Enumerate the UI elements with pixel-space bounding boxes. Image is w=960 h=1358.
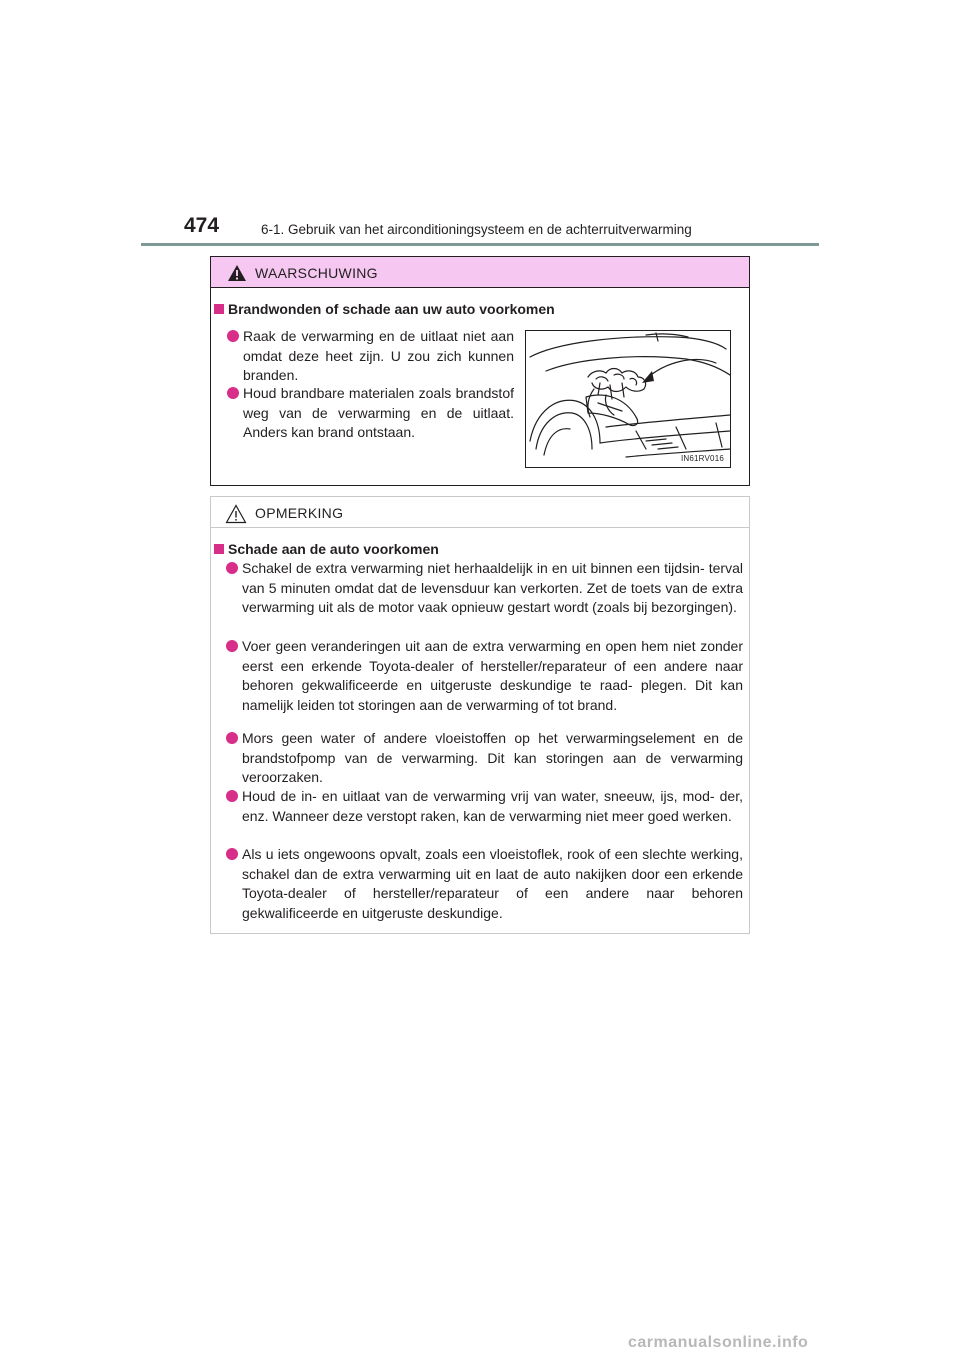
caution-triangle-icon [225,504,247,524]
notice-title: OPMERKING [255,505,344,521]
warning-header [211,257,749,288]
square-bullet-icon [214,544,224,554]
bullet-dot-icon [226,640,238,652]
notice-header [211,497,749,528]
warning-title: WAARSCHUWING [255,265,378,281]
notice-bullet: Als u iets ongewoons opvalt, zoals een vloeistoflek, rook of een slechte werking, schakel dan de extra verwarming uit en laat de auto nakijken door een erkende Toyota-dealer of hersteller/reparateur of een andere naar behoren gekwalificeerde en uitgeruste deskundige. [242,845,743,923]
square-bullet-icon [214,304,224,314]
illustration-code: IN61RV016 [680,454,724,463]
warning-triangle-icon [227,264,247,282]
page-header [184,214,724,244]
notice-bullet: Schakel de extra verwarming niet herhaaldelijk in en uit binnen een tijdsin- terval van 5 minuten omdat dat de levensduur kan verkorten. Zet de toets van de extra verwarming uit als de motor vaak opnieuw gestart wordt (zoals bij bezorgingen). [242,559,743,618]
bullet-dot-icon [226,848,238,860]
watermark: carmanualsonline.info [628,1334,809,1351]
car-front-drawing [526,331,730,467]
notice-bullet: Houd de in- en uitlaat van de verwarming vrij van water, sneeuw, ijs, mod- der, enz. Wanneer deze verstopt raken, kan de verwarming niet meer goed werken. [242,787,743,826]
header-rule [141,243,819,246]
car-heater-illustration [525,330,731,468]
bullet-dot-icon [226,562,238,574]
notice-bullet: Voer geen veranderingen uit aan de extra verwarming en open hem niet zonder eerst een erkende Toyota-dealer of hersteller/reparateur of een andere naar behoren gekwalificeerde en uitgeruste deskundige te raad- plegen. Dit kan namelijk leiden tot storingen aan de verwarming of tot brand. [242,637,743,715]
bullet-dot-icon [227,387,239,399]
warning-bullet: Houd brandbare materialen zoals brandstof weg van de verwarming en de uitlaat. Anders kan brand ontstaan. [243,384,514,443]
notice-bullet: Mors geen water of andere vloeistoffen op het verwarmingselement en de brandstofpomp van de verwarming. Dit kan storingen aan de verwarming veroorzaken. [242,729,743,788]
warning-section-title: Brandwonden of schade aan uw auto voorkomen [214,301,555,317]
warning-bullet: Raak de verwarming en de uitlaat niet aan omdat deze heet zijn. U zou zich kunnen branden. [243,327,514,386]
notice-section-title: Schade aan de auto voorkomen [214,541,439,557]
bullet-dot-icon [227,330,239,342]
page-number: 474 [184,214,220,237]
bullet-dot-icon [226,732,238,744]
chapter-title: 6-1. Gebruik van het airconditioningsysteem en de achterruitverwarming [261,222,692,237]
bullet-dot-icon [226,790,238,802]
